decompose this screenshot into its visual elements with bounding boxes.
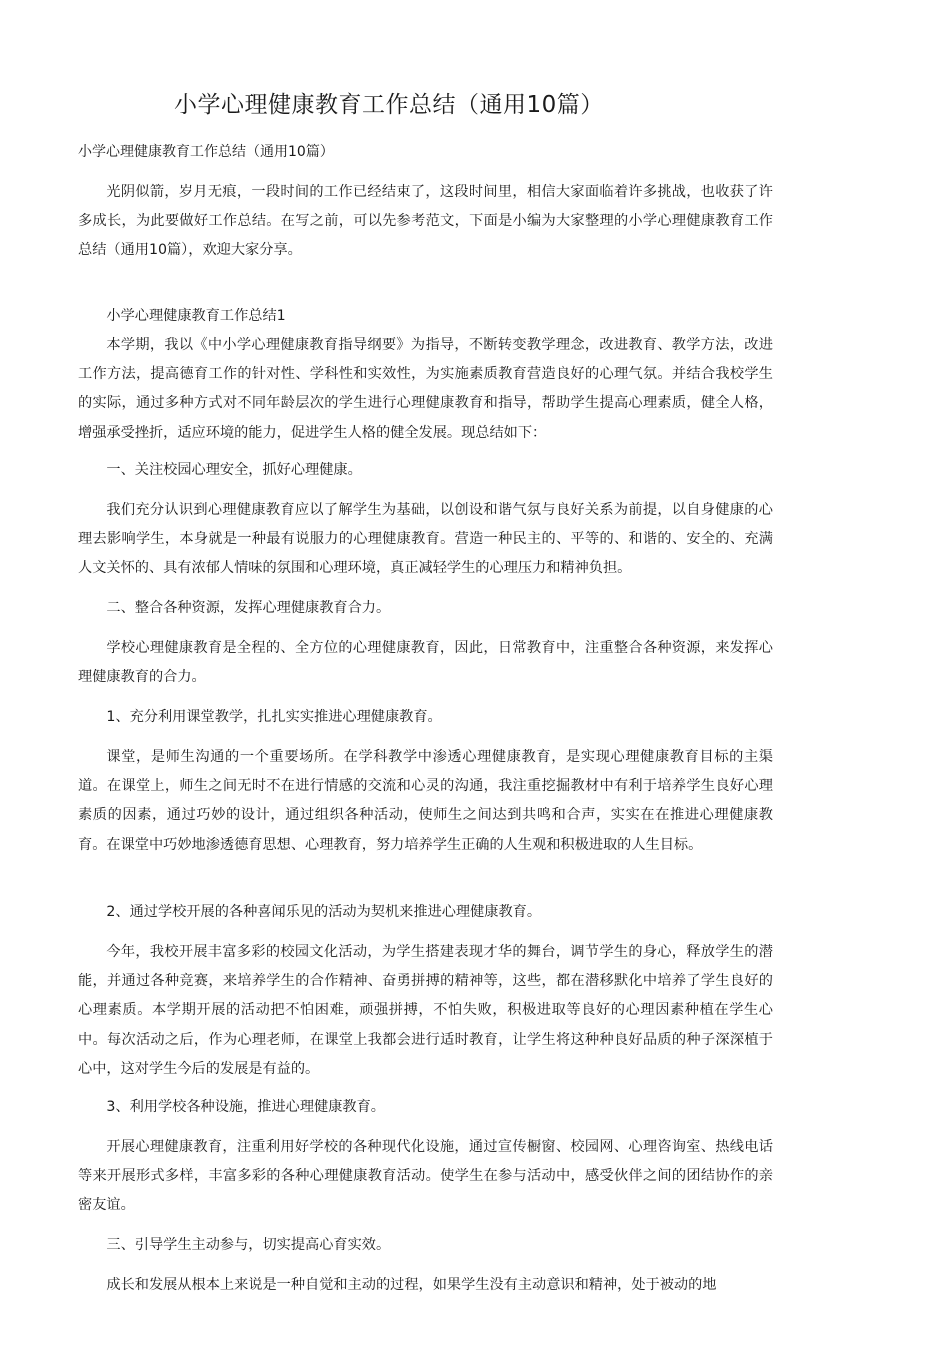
heading-2: 二、整合各种资源，发挥心理健康教育合力。 xyxy=(106,600,391,616)
page-title: 小学心理健康教育工作总结（通用10篇） xyxy=(174,92,604,118)
heading-2-2: 2、通过学校开展的各种喜闻乐见的活动为契机来推进心理健康教育。 xyxy=(106,904,542,920)
paragraph-4: 课堂，是师生沟通的一个重要场所。在学科教学中渗透心理健康教育，是实现心理健康教育目标的主渠道。在课堂上，师生之间无时不在进行情感的交流和心灵的沟通，我注重挖掘教材中有利于培养学生良好心理素质的因素，通过巧妙的设计，通过组织各种活动，使师生之间达到共鸣和合声，实实在在推进心理健康教育。在课堂中巧妙地渗透德育思想、心理教育，努力培养学生正确的人生观和积极进取的人生目标。 xyxy=(78,749,773,853)
heading-2-1: 1、充分利用课堂教学，扎扎实实推进心理健康教育。 xyxy=(106,709,442,725)
heading-1: 一、关注校园心理安全，抓好心理健康。 xyxy=(106,462,362,478)
paragraph-2: 我们充分认识到心理健康教育应以了解学生为基础，以创设和谐气氛与良好关系为前提，以自身健康的心理去影响学生，本身就是一种最有说服力的心理健康教育。营造一种民主的、平等的、和谐的、安全的、充满人文关怀的、具有浓郁人情味的氛围和心理环境，真正减轻学生的心理压力和精神负担。 xyxy=(78,502,773,577)
paragraph-6: 开展心理健康教育，注重利用好学校的各种现代化设施，通过宣传橱窗、校园网、心理咨询室、热线电话等来开展形式多样，丰富多彩的各种心理健康教育活动。使学生在参与活动中，感受伙伴之间的团结协作的亲密友谊。 xyxy=(78,1139,773,1214)
document-subtitle: 小学心理健康教育工作总结（通用10篇） xyxy=(78,144,334,160)
paragraph-1: 本学期，我以《中小学心理健康教育指导纲要》为指导，不断转变教学理念，改进教育、教学方法，改进工作方法，提高德育工作的针对性、学科性和实效性，为实施素质教育营造良好的心理气氛。并结合我校学生的实际，通过多种方式对不同年龄层次的学生进行心理健康教育和指导，帮助学生提高心理素质，健全人格，增强承受挫折，适应环境的能力，促进学生人格的健全发展。现总结如下： xyxy=(78,337,773,441)
paragraph-5: 今年，我校开展丰富多彩的校园文化活动，为学生搭建表现才华的舞台，调节学生的身心，释放学生的潜能，并通过各种竞赛，来培养学生的合作精神、奋勇拼搏的精神等，这些，都在潜移默化中培养了学生良好的心理素质。本学期开展的活动把不怕困难，顽强拼搏，不怕失败，积极进取等良好的心理因素种植在学生心中。每次活动之后，作为心理老师，在课堂上我都会进行适时教育，让学生将这种种良好品质的种子深深植于心中，这对学生今后的发展是有益的。 xyxy=(78,944,773,1077)
section-title: 小学心理健康教育工作总结1 xyxy=(106,308,286,324)
heading-3: 三、引导学生主动参与，切实提高心育实效。 xyxy=(106,1237,391,1253)
paragraph-7: 成长和发展从根本上来说是一种自觉和主动的过程，如果学生没有主动意识和精神，处于被动的地 xyxy=(106,1277,717,1293)
heading-2-3: 3、利用学校各种设施，推进心理健康教育。 xyxy=(106,1099,385,1115)
paragraph-3: 学校心理健康教育是全程的、全方位的心理健康教育，因此，日常教育中，注重整合各种资源，来发挥心理健康教育的合力。 xyxy=(78,640,773,686)
intro-paragraph: 光阴似箭，岁月无痕，一段时间的工作已经结束了，这段时间里，相信大家面临着许多挑战，也收获了许多成长，为此要做好工作总结。在写之前，可以先参考范文，下面是小编为大家整理的小学心理健康教育工作总结（通用10篇），欢迎大家分享。 xyxy=(78,184,773,259)
